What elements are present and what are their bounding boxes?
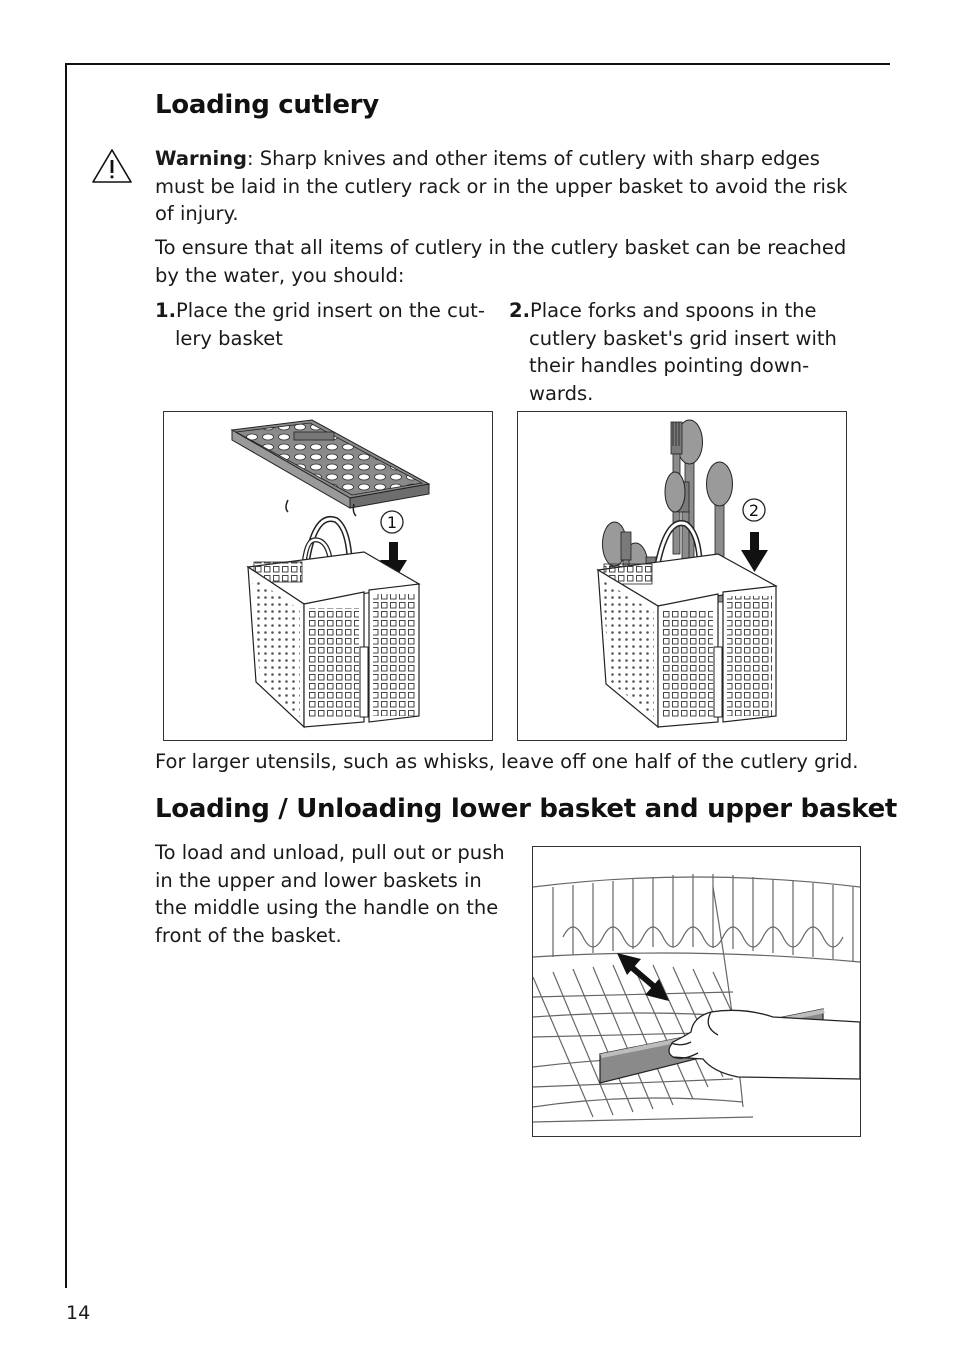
section2-line1: To load and unload, pull out or push [155, 841, 505, 864]
intro-line1: To ensure that all items of cutlery in the cutlery basket can be reached [155, 236, 847, 259]
warning-label: Warning [155, 147, 247, 170]
intro-paragraph [155, 234, 846, 289]
page-number: 14 [66, 1302, 91, 1324]
step-1-line2: lery basket [175, 326, 283, 350]
section2-line2: in the upper and lower baskets in [155, 868, 482, 892]
hand-illustration [669, 1010, 860, 1079]
page-left-rule [65, 63, 67, 1288]
dish-rack-illustration [533, 874, 860, 1122]
grid-insert-illustration [232, 420, 429, 516]
figure-basket-handle [532, 846, 861, 1137]
section-title-loading-cutlery: Loading cutlery [155, 90, 379, 120]
step-1-number: 1. [155, 299, 176, 322]
step-2-line4: wards. [529, 381, 594, 405]
warning-text-line1: : Sharp knives and other items of cutlery with sharp edges [247, 147, 820, 170]
page-top-rule [65, 63, 890, 65]
down-arrow-icon [741, 532, 768, 572]
section2-line4: front of the basket. [155, 923, 342, 947]
section2-line3: the middle using the handle on the [155, 896, 499, 919]
intro-line2: by the water, you should: [155, 263, 405, 287]
warning-paragraph [155, 145, 847, 228]
warning-text-line2: must be laid in the cutlery rack or in the upper basket to avoid the risk [155, 174, 848, 198]
step-2-line3: their handles pointing down- [529, 354, 810, 377]
section-title-loading-unloading: Loading / Unloading lower basket and upper basket [155, 794, 898, 824]
warning-text-line3: of injury. [155, 202, 239, 225]
step-2 [509, 297, 869, 407]
step-2-line1: Place forks and spoons in the [529, 299, 817, 322]
step-1-line1: Place the grid insert on the cut- [175, 299, 485, 322]
section2-paragraph [155, 839, 515, 949]
figure-grid-insert-on-basket [163, 411, 493, 741]
warning-triangle-icon [90, 147, 134, 189]
note-larger-utensils: For larger utensils, such as whisks, leave off one half of the cutlery grid. [155, 750, 859, 773]
figure2-marker: 2 [748, 501, 760, 520]
step-2-number: 2. [509, 299, 530, 322]
step-1 [155, 297, 500, 352]
figure1-marker: 1 [386, 513, 398, 532]
figure-cutlery-in-basket [517, 411, 847, 741]
step-2-line2: cutlery basket's grid insert with [529, 326, 837, 350]
